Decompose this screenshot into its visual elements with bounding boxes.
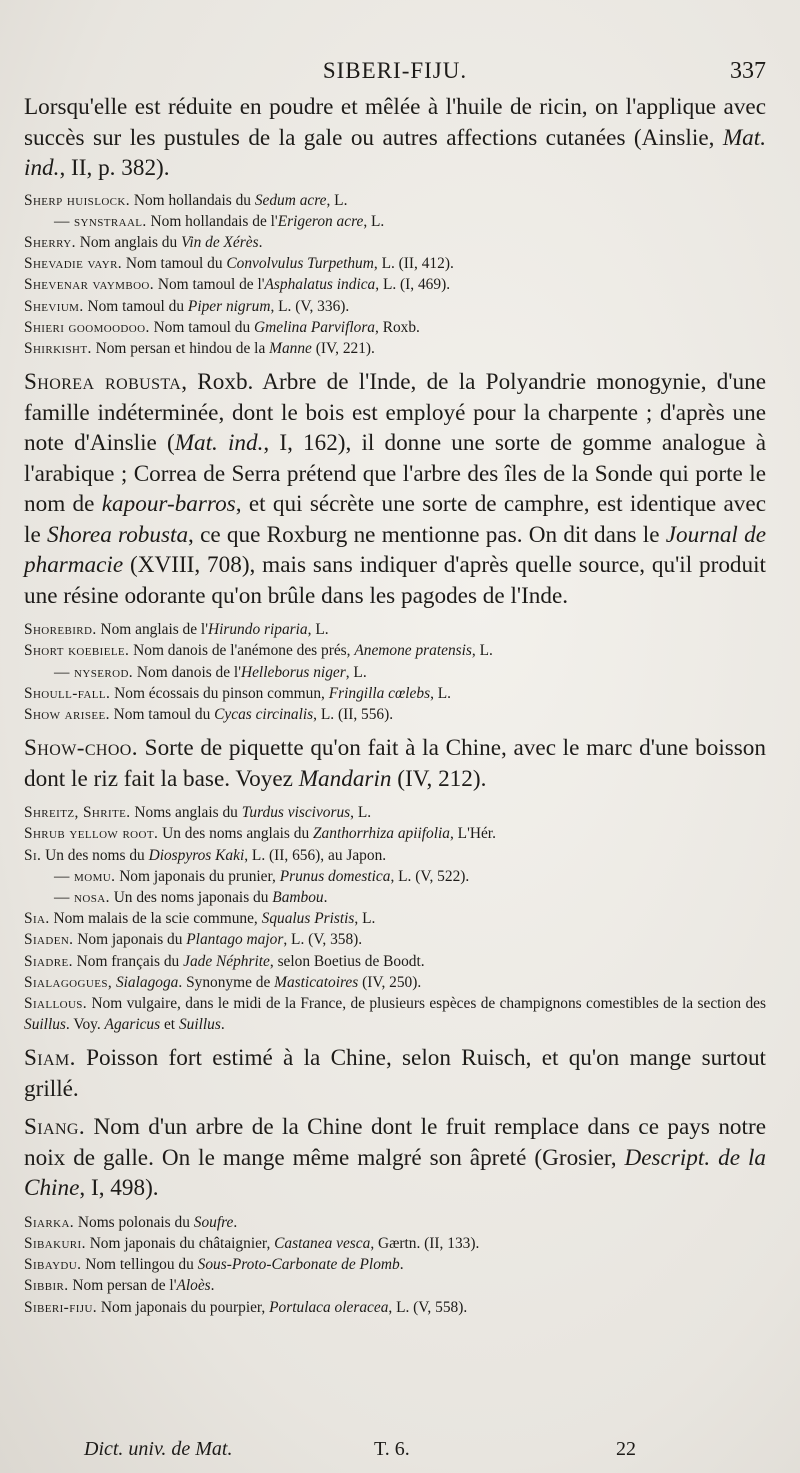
entries-group-2 (24, 619, 766, 725)
entry-text-4: , ce que Roxburg ne mentionne pas. On dit dans le (188, 521, 666, 548)
entry-sherp-huislock (24, 190, 766, 211)
entry-italic: Convolvulus Turpethum (226, 255, 374, 273)
intro-text-1: Lorsqu'elle est réduite en poudre et mêlée à l'huile de ricin, on l'applique avec succès sur les pustules de la gale ou autres affections cutanées (Ainslie, (24, 94, 766, 151)
entry-text-1: Poisson fort estimé à la Chine, selon Ruisch, et qu'on mange surtout grillé. (24, 1045, 766, 1102)
entry-siam (24, 1043, 766, 1104)
entry-headword: Siberi-fiju. (24, 1298, 98, 1316)
entry-headword: Show-choo. (24, 735, 138, 762)
entry-text-end: , L. (350, 804, 372, 822)
entry-text: Noms polonais du (74, 1213, 194, 1231)
entry-italic: Portulaca oleracea (269, 1298, 389, 1316)
entry-text-end: , selon Boetius de Boodt. (269, 952, 425, 970)
entry-italic-3: Suillus (178, 1016, 221, 1034)
entry-italic: Bambou (272, 888, 324, 906)
entry-sia (24, 908, 766, 929)
entry-show-arisee (24, 704, 766, 725)
footer-signature: Dict. univ. de Mat. (84, 1438, 233, 1460)
entry-shirkisht (24, 338, 766, 359)
entry-headword: Sibbir. (24, 1277, 69, 1295)
running-head (24, 58, 766, 92)
entry-shevadie-vayr (24, 253, 766, 274)
entry-text-end: . (323, 888, 328, 906)
entry-text-end: , L. (307, 621, 329, 639)
entry-italic: Castanea vesca (274, 1235, 371, 1253)
entry-text-end: , L. (430, 684, 452, 702)
entry-italic-2: kapour-barros (101, 491, 236, 518)
entry-italic: Zanthorrhiza apiifolia (313, 825, 450, 843)
entry-text-1: , Roxb. Arbre de l'Inde, de la Polyandrie monogynie, d'une famille indéterminée, dont le bois est employé pour la charpente ; d'après une note d'Ainslie ( (24, 369, 766, 457)
entry-text-end: , L. (363, 212, 385, 230)
entry-text-end: . (399, 1256, 404, 1274)
entry-text: Nom hollandais du (130, 191, 255, 209)
entry-text-end: , L. (II, 556). (313, 705, 394, 723)
entry-italic: Diospyros Kaki (148, 846, 245, 864)
entry-italic: Jade Néphrite (183, 952, 270, 970)
entry-text-3: et (160, 1016, 179, 1034)
entry-italic: Gmelina Parviflora (254, 318, 376, 336)
entry-italic-2: Agaricus (104, 1016, 161, 1034)
entry-siadre (24, 951, 766, 972)
entry-text-2: , I, 498). (79, 1175, 159, 1202)
entry-headword: Sherp huislock. (24, 191, 130, 209)
footer-signature-line (84, 1438, 766, 1464)
entry-text-end: , Roxb. (375, 318, 420, 336)
entry-text-end: , L. (V, 336). (270, 297, 350, 315)
entry-text: Nom japonais du châtaignier, (85, 1235, 275, 1253)
entry-siberi-fiju (24, 1297, 766, 1318)
entry-text: Nom tellingou du (81, 1256, 198, 1274)
entry-text-end: (IV, 221). (311, 339, 375, 357)
entry-text: Nom tamoul du (109, 705, 215, 723)
entry-italic: Anemone pratensis (354, 642, 472, 660)
entry-text-end: . (233, 1213, 238, 1231)
entry-italic-1: Descript. de la Chine (24, 1144, 766, 1202)
entry-italic: Vin de Xérès (181, 233, 259, 251)
entry-text: Nom tamoul du (122, 255, 227, 273)
entry-text-end: . (210, 1277, 215, 1295)
entry-text: Nom japonais du pourpier, (97, 1298, 270, 1316)
entry-text: Nom tamoul du (83, 297, 188, 315)
entry-shevium (24, 296, 766, 317)
entry-headword: Short koebiele. (24, 642, 130, 660)
entries-group-3 (24, 802, 766, 1035)
entry-text-end: , L. (V, 558). (388, 1298, 468, 1316)
entry-italic: Helleborus niger (240, 663, 346, 681)
entry-short-koebiele (24, 640, 766, 661)
intro-paragraph (24, 92, 766, 184)
entry-italic: Turdus viscivorus (241, 804, 351, 822)
entry-italic: Aloès (176, 1277, 211, 1295)
entry-italic: Plantago major (186, 931, 284, 949)
entry-italic-1: Mat. ind. (174, 430, 264, 457)
entries-group-1 (24, 190, 766, 360)
entry-italic-1: Mandarin (298, 765, 392, 792)
entry-shieri-goomoodoo (24, 317, 766, 338)
entry-sialagogues (24, 972, 766, 993)
entry-italic: Erigeron acre (277, 212, 364, 230)
entry-text-end: . (258, 233, 263, 251)
entry-nosa (24, 887, 766, 908)
entry-italic: Manne (269, 339, 312, 357)
entry-text-end: , L. (V, 522). (390, 867, 470, 885)
entry-siallous (24, 993, 766, 1035)
entry-headword: Siam. (24, 1045, 76, 1072)
entry-headword: Siarka. (24, 1213, 75, 1231)
entry-headword: Sia. (24, 910, 50, 928)
entry-headword: Si. (24, 846, 42, 864)
entry-text: Nom persan et hindou de la (91, 339, 270, 357)
entry-headword: Sibakuri. (24, 1235, 86, 1253)
entry-text: Nom japonais du prunier, (115, 867, 280, 885)
entry-italic-4: Journal de pharmacie (24, 521, 766, 579)
entry-headword: Shoull-fall. (24, 684, 111, 702)
entry-text: Un des noms anglais du (158, 825, 313, 843)
entry-italic: Fringilla cœlebs (328, 684, 431, 702)
entry-text-end: , L. (II, 656), au Japon. (244, 846, 387, 864)
entry-text-3: , et qui sécrète une sorte de camphre, est identique avec le (24, 491, 766, 548)
entry-text-end: , L. (V, 358). (283, 931, 363, 949)
footer-sheet-number: 22 (616, 1438, 636, 1460)
entry-shevenar-vaymboo (24, 274, 766, 295)
entry-sibakuri (24, 1233, 766, 1254)
entry-text: Nom danois de l' (133, 663, 241, 681)
entry-synstraal (24, 211, 766, 232)
entry-italic-3: Shorea robusta (46, 521, 189, 548)
entry-headword: Shevium. (24, 297, 84, 315)
entry-headword: Show arisee. (24, 705, 110, 723)
entry-headword: Shirkisht. (24, 339, 92, 357)
entry-text: Nom malais de la scie commune, (49, 910, 262, 928)
entry-text-end: , L. (471, 642, 493, 660)
entry-italic: Piper nigrum (187, 297, 271, 315)
entry-shoull-fall (24, 683, 766, 704)
entry-text: Noms anglais du (130, 804, 242, 822)
entry-text-1: Nom d'un arbre de la Chine dont le fruit remplace dans ce pays notre noix de galle. On le mange même malgré son âpreté (Grosier, (24, 1114, 766, 1171)
intro-italic-1: Mat. ind. (24, 124, 766, 181)
entry-headword: Siaden. (24, 931, 74, 949)
entry-headword: Shorebird. (24, 621, 97, 639)
entry-headword: Siang. (24, 1114, 86, 1141)
page-title: SIBERI-FIJU. (322, 58, 468, 83)
entry-nyserod (24, 662, 766, 683)
entry-text: Nom anglais de l' (96, 621, 208, 639)
entries-group-4 (24, 1212, 766, 1318)
entry-italic: Cycas circinalis (214, 705, 314, 723)
entry-headword: Shevenar vaymboo. (24, 276, 155, 294)
entry-si (24, 845, 766, 866)
entry-text-end: , L. (345, 663, 367, 681)
entry-headword: Shrub yellow root. (24, 825, 159, 843)
entry-headword: — nyserod. (54, 663, 134, 681)
entry-text-end: , L. (354, 910, 376, 928)
entry-sibaydu (24, 1254, 766, 1275)
entry-text: Nom tamoul de l' (154, 276, 265, 294)
entry-headword: Sherry. (24, 233, 76, 251)
entry-italic: Sialagoga (115, 973, 179, 991)
entry-siang (24, 1112, 766, 1204)
entry-headword: — nosa. (54, 888, 110, 906)
entry-text: Nom écossais du pinson commun, (110, 684, 329, 702)
entry-headword: Sialagogues, (24, 973, 113, 991)
entry-italic: Sous-Proto-Carbonate de Plomb (197, 1256, 400, 1274)
entry-show-choo (24, 733, 766, 794)
entry-headword: — momu. (54, 867, 116, 885)
entry-momu (24, 866, 766, 887)
entry-italic: Squalus Pristis (261, 910, 355, 928)
entry-text: Un des noms japonais du (109, 888, 273, 906)
entry-text: Nom danois de l'anémone des prés, (129, 642, 355, 660)
entry-text: Nom anglais du (75, 233, 182, 251)
entry-italic: Soufre (193, 1213, 234, 1231)
entry-headword: Shreitz, Shrite. (24, 804, 131, 822)
entry-text: Un des noms du (41, 846, 149, 864)
entry-siarka (24, 1212, 766, 1233)
entry-text: Nom tamoul du (149, 318, 255, 336)
entry-italic: Prunus domestica (279, 867, 391, 885)
entry-text-2: (IV, 212). (391, 765, 487, 792)
entry-text-end: , L'Hér. (449, 825, 496, 843)
entry-headword: Shieri goomoodoo. (24, 318, 150, 336)
entry-siaden (24, 929, 766, 950)
entry-italic: Sedum acre (254, 191, 327, 209)
entry-text: Nom persan de l' (68, 1277, 177, 1295)
entry-headword: Sibaydu. (24, 1256, 82, 1274)
entry-text-end: , Gærtn. (II, 133). (370, 1235, 480, 1253)
entry-headword: Shorea robusta (24, 369, 182, 396)
footer-volume: T. 6. (374, 1438, 410, 1460)
entry-text-mid: . Synonyme de (178, 973, 275, 991)
intro-text-2: , II, p. 382). (59, 155, 170, 181)
entry-text-4: . (220, 1016, 225, 1034)
entry-italic: Asphalatus indica (264, 276, 376, 294)
entry-italic-2: Masticatoires (274, 973, 359, 991)
entry-text-1: Nom vulgaire, dans le midi de la France, de plusieurs espèces de champignons comestibles de la section des (87, 994, 766, 1012)
entry-headword: Siadre. (24, 952, 73, 970)
entry-sibbir (24, 1275, 766, 1296)
entry-text-2: . Voy. (65, 1016, 105, 1034)
entry-shorea-robusta (24, 367, 766, 611)
entry-text-end: , L. (I, 469). (375, 276, 451, 294)
entry-text: Nom hollandais de l' (146, 212, 278, 230)
entry-text: Nom japonais du (73, 931, 187, 949)
page-number: 337 (730, 58, 766, 84)
entry-sherry (24, 232, 766, 253)
entry-italic: Hirundo riparia (207, 621, 308, 639)
entry-headword: Siallous. (24, 994, 88, 1012)
entry-text-end: , L. (II, 412). (373, 255, 454, 273)
entry-shorebird (24, 619, 766, 640)
entry-text-end: (IV, 250). (358, 973, 422, 991)
entry-text: Nom français du (72, 952, 184, 970)
entry-text-5: (XVIII, 708), mais sans indiquer d'après quelle source, qu'il produit une résine odorante qu'on brûle dans les pagodes de l'Inde. (24, 552, 766, 609)
entry-text-2: , I, 162), il donne une sorte de gomme analogue à l'arabique ; Correa de Serra prétend que l'arbre des îles de la Sonde qui porte le nom de (24, 430, 767, 518)
entry-italic-1: Suillus (24, 1016, 66, 1034)
entry-headword: Shevadie vayr. (24, 255, 123, 273)
entry-text-end: , L. (326, 191, 348, 209)
entry-text-1: Sorte de piquette qu'on fait à la Chine, avec le marc d'une boisson dont le riz fait la base. Voyez (24, 735, 766, 792)
entry-shreitz (24, 802, 766, 823)
entry-shrub-yellow-root (24, 823, 766, 844)
entry-headword: — synstraal. (54, 212, 147, 230)
